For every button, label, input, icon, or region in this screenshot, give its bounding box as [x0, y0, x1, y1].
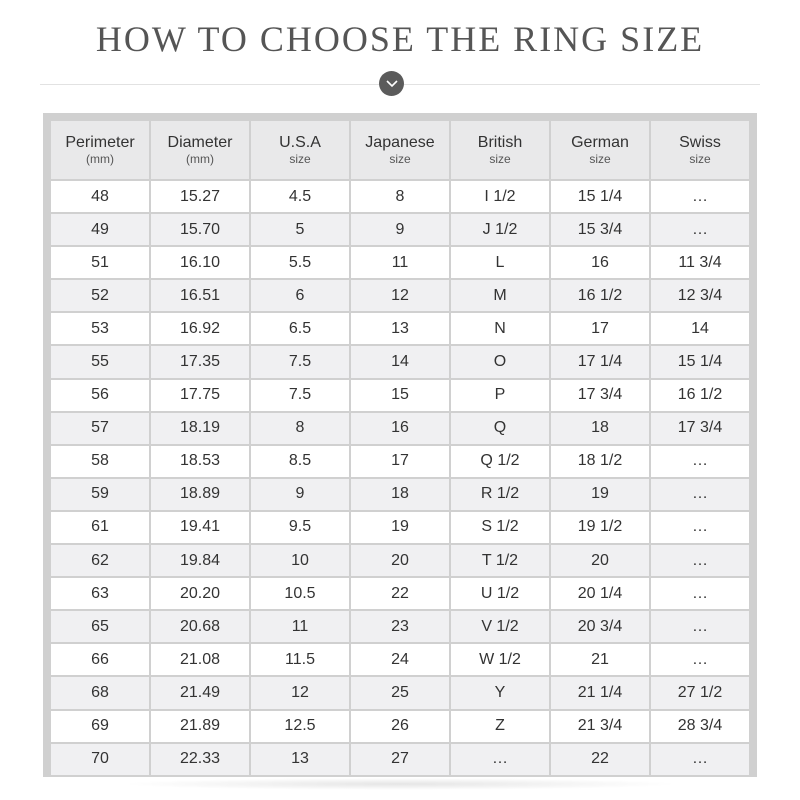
table-cell: 51	[51, 247, 149, 278]
table-cell: …	[651, 545, 749, 576]
table-cell: 62	[51, 545, 149, 576]
table-cell: 69	[51, 711, 149, 742]
table-cell: 48	[51, 181, 149, 212]
table-cell: T 1/2	[451, 545, 549, 576]
table-cell: 15.70	[151, 214, 249, 245]
table-row	[51, 611, 749, 642]
table-cell: …	[651, 744, 749, 775]
table-cell: 17 1/4	[551, 346, 649, 377]
table-cell: 20.68	[151, 611, 249, 642]
table-cell: 70	[51, 744, 149, 775]
table-cell: O	[451, 346, 549, 377]
column-header-unit: size	[389, 152, 411, 166]
table-cell: …	[651, 214, 749, 245]
table-cell: S 1/2	[451, 512, 549, 543]
table-cell: 14	[351, 346, 449, 377]
table-cell: 8	[251, 413, 349, 444]
table-cell: P	[451, 380, 549, 411]
table-cell: 9.5	[251, 512, 349, 543]
table-cell: 25	[351, 677, 449, 708]
table-cell: 24	[351, 644, 449, 675]
table-cell: 16.92	[151, 313, 249, 344]
table-cell: 56	[51, 380, 149, 411]
table-cell: 17.35	[151, 346, 249, 377]
table-cell: 49	[51, 214, 149, 245]
ring-size-table-frame	[43, 113, 757, 777]
table-cell: 10.5	[251, 578, 349, 609]
table-cell: 20	[351, 545, 449, 576]
column-header	[51, 121, 149, 179]
column-header-unit: size	[689, 152, 711, 166]
column-header-unit: size	[489, 152, 511, 166]
table-cell: 17.75	[151, 380, 249, 411]
table-cell: …	[651, 644, 749, 675]
table-cell: 27	[351, 744, 449, 775]
chevron-down-icon	[386, 80, 398, 88]
table-cell: 9	[351, 214, 449, 245]
table-cell: 16	[551, 247, 649, 278]
table-cell: 23	[351, 611, 449, 642]
column-header	[651, 121, 749, 179]
table-cell: Q	[451, 413, 549, 444]
table-cell: 16	[351, 413, 449, 444]
table-cell: 59	[51, 479, 149, 510]
column-header-unit: size	[589, 152, 611, 166]
table-cell: 20 3/4	[551, 611, 649, 642]
column-header-label: Diameter	[167, 134, 233, 151]
table-cell: Y	[451, 677, 549, 708]
table-cell: I 1/2	[451, 181, 549, 212]
column-header-label: British	[477, 134, 523, 151]
table-row	[51, 545, 749, 576]
table-cell: 7.5	[251, 380, 349, 411]
table-cell: 15	[351, 380, 449, 411]
table-cell: …	[651, 446, 749, 477]
table-shadow	[120, 778, 680, 790]
table-cell: U 1/2	[451, 578, 549, 609]
table-cell: 28 3/4	[651, 711, 749, 742]
table-row	[51, 744, 749, 775]
table-row	[51, 711, 749, 742]
table-cell: 21	[551, 644, 649, 675]
table-cell: 26	[351, 711, 449, 742]
column-header-label: U.S.A	[279, 134, 321, 151]
ring-size-table	[49, 119, 751, 777]
column-header-label: German	[571, 134, 629, 151]
table-cell: 16 1/2	[551, 280, 649, 311]
table-row	[51, 247, 749, 278]
column-header-unit: size	[289, 152, 311, 166]
table-header-row	[51, 121, 749, 179]
table-cell: 18.89	[151, 479, 249, 510]
scroll-down-button[interactable]	[379, 71, 404, 96]
table-cell: W 1/2	[451, 644, 549, 675]
column-header-label: Swiss	[679, 134, 721, 151]
table-cell: 21.49	[151, 677, 249, 708]
table-cell: 19	[551, 479, 649, 510]
table-cell: 6	[251, 280, 349, 311]
table-cell: L	[451, 247, 549, 278]
table-cell: 21.08	[151, 644, 249, 675]
table-cell: 15 1/4	[651, 346, 749, 377]
table-row	[51, 380, 749, 411]
table-cell: 21.89	[151, 711, 249, 742]
table-cell: 13	[251, 744, 349, 775]
column-header-unit: (mm)	[86, 152, 114, 166]
table-cell: 18 1/2	[551, 446, 649, 477]
table-cell: 8	[351, 181, 449, 212]
table-cell: 53	[51, 313, 149, 344]
table-cell: 12 3/4	[651, 280, 749, 311]
table-cell: 6.5	[251, 313, 349, 344]
table-cell: 10	[251, 545, 349, 576]
table-cell: 18	[351, 479, 449, 510]
table-row	[51, 677, 749, 708]
table-row	[51, 578, 749, 609]
table-cell: …	[651, 479, 749, 510]
table-cell: 18	[551, 413, 649, 444]
table-cell: 12.5	[251, 711, 349, 742]
table-cell: 5	[251, 214, 349, 245]
table-cell: 18.19	[151, 413, 249, 444]
table-cell: 19.41	[151, 512, 249, 543]
table-cell: 57	[51, 413, 149, 444]
table-cell: 58	[51, 446, 149, 477]
table-cell: 22	[551, 744, 649, 775]
table-cell: 66	[51, 644, 149, 675]
table-cell: 11.5	[251, 644, 349, 675]
table-cell: M	[451, 280, 549, 311]
table-cell: 17 3/4	[651, 413, 749, 444]
table-cell: 20.20	[151, 578, 249, 609]
page-title: HOW TO CHOOSE THE RING SIZE	[95, 19, 705, 59]
table-cell: 17	[551, 313, 649, 344]
table-cell: Q 1/2	[451, 446, 549, 477]
column-header	[251, 121, 349, 179]
table-row	[51, 512, 749, 543]
table-cell: N	[451, 313, 549, 344]
column-header-unit: (mm)	[186, 152, 214, 166]
table-cell: 16.51	[151, 280, 249, 311]
column-header	[351, 121, 449, 179]
table-cell: V 1/2	[451, 611, 549, 642]
table-cell: 9	[251, 479, 349, 510]
table-cell: 16 1/2	[651, 380, 749, 411]
table-cell: 15 3/4	[551, 214, 649, 245]
column-header-label: Perimeter	[65, 134, 135, 151]
table-cell: Z	[451, 711, 549, 742]
table-cell: 19 1/2	[551, 512, 649, 543]
table-row	[51, 313, 749, 344]
table-cell: 22	[351, 578, 449, 609]
table-cell: 52	[51, 280, 149, 311]
table-cell: 55	[51, 346, 149, 377]
table-cell: 65	[51, 611, 149, 642]
table-cell: 16.10	[151, 247, 249, 278]
table-cell: 19	[351, 512, 449, 543]
table-cell: 21 3/4	[551, 711, 649, 742]
table-cell: …	[651, 578, 749, 609]
table-cell: R 1/2	[451, 479, 549, 510]
column-header	[451, 121, 549, 179]
table-cell: 12	[351, 280, 449, 311]
table-cell: 68	[51, 677, 149, 708]
table-cell: 14	[651, 313, 749, 344]
table-cell: 22.33	[151, 744, 249, 775]
table-cell: 12	[251, 677, 349, 708]
table-cell: 19.84	[151, 545, 249, 576]
table-cell: J 1/2	[451, 214, 549, 245]
table-row	[51, 214, 749, 245]
table-cell: 27 1/2	[651, 677, 749, 708]
table-row	[51, 280, 749, 311]
table-cell: 13	[351, 313, 449, 344]
table-row	[51, 181, 749, 212]
table-row	[51, 479, 749, 510]
table-cell: 17 3/4	[551, 380, 649, 411]
table-cell: 5.5	[251, 247, 349, 278]
table-cell: 11	[251, 611, 349, 642]
table-cell: 15.27	[151, 181, 249, 212]
table-row	[51, 644, 749, 675]
table-cell: …	[651, 512, 749, 543]
table-cell: 8.5	[251, 446, 349, 477]
column-header	[551, 121, 649, 179]
table-cell: …	[651, 181, 749, 212]
table-cell: 18.53	[151, 446, 249, 477]
table-cell: 11 3/4	[651, 247, 749, 278]
table-row	[51, 346, 749, 377]
column-header	[151, 121, 249, 179]
table-cell: …	[651, 611, 749, 642]
table-row	[51, 446, 749, 477]
table-cell: 15 1/4	[551, 181, 649, 212]
table-row	[51, 413, 749, 444]
table-cell: 7.5	[251, 346, 349, 377]
table-cell: 61	[51, 512, 149, 543]
table-cell: 21 1/4	[551, 677, 649, 708]
table-cell: 11	[351, 247, 449, 278]
table-cell: 20 1/4	[551, 578, 649, 609]
table-cell: 20	[551, 545, 649, 576]
table-cell: 63	[51, 578, 149, 609]
table-cell: 17	[351, 446, 449, 477]
table-cell: …	[451, 744, 549, 775]
table-cell: 4.5	[251, 181, 349, 212]
column-header-label: Japanese	[365, 134, 435, 151]
